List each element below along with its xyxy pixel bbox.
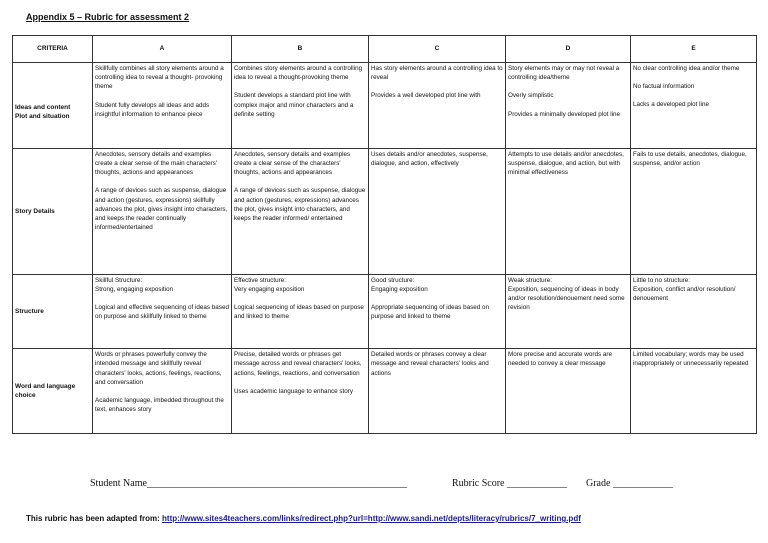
descriptor-text: Attempts to use details and/or anecdotes, suspense, dialogue, and action, but with minimal effectiveness	[508, 150, 624, 177]
level-b-cell	[232, 148, 369, 274]
descriptor-text: More precise and accurate words are needed to convey a clear message	[508, 351, 612, 368]
descriptor-text: Provides a minimally developed plot line	[508, 110, 621, 118]
criterion-cell: Word and language choice	[13, 349, 93, 434]
student-name-blank[interactable]: ____________________________________________________	[146, 478, 407, 489]
grade-label: Grade	[586, 478, 611, 489]
level-d-cell	[506, 274, 631, 349]
descriptor-text: Detailed words or phrases convey a clear message and reveal characters' looks and actions	[371, 351, 489, 377]
footer-citation	[26, 514, 581, 523]
page-title: Appendix 5 – Rubric for assessment 2	[26, 12, 190, 22]
level-c-cell	[369, 274, 506, 349]
descriptor-text: Fails to use details, anecdotes, dialogue, suspense, and/or action	[633, 150, 747, 168]
descriptor-text: Uses academic language to enhance story	[234, 387, 354, 395]
level-e-cell	[631, 274, 757, 349]
descriptor-text: Little to no structure: Exposition, conflict and/or resolution/ denouement	[633, 276, 736, 302]
header-d: D	[506, 36, 631, 63]
level-e-cell	[631, 148, 757, 274]
source-link[interactable]: http://www.sites4teachers.com/links/redirect.php?url=http://www.sandi.net/depts/literacy/rubrics/7_writing.pdf	[162, 514, 581, 523]
criterion-cell: Story Details	[13, 148, 93, 274]
descriptor-text: No factual information	[633, 83, 695, 91]
level-c-cell	[369, 148, 506, 274]
header-criteria: CRITERIA	[13, 36, 93, 63]
student-name-line	[90, 478, 407, 489]
descriptor-text: Precise, detailed words or phrases get message across and reveal characters' looks, actions, feelings, reactions, and conversation	[234, 351, 362, 377]
level-b-cell	[232, 63, 369, 149]
descriptor-text: Anecdotes, sensory details and examples create a clear sense of the main characters' thoughts, actions and appearances	[95, 150, 217, 177]
level-d-cell	[506, 63, 631, 149]
descriptor-text: Words or phrases powerfully convey the intended message and skillfully reveal characters' looks, actions, feelings, reactions, and conversation	[95, 351, 222, 386]
level-a-cell	[93, 274, 232, 349]
descriptor-text: Good structure: Engaging exposition	[371, 276, 428, 293]
descriptor-text: Uses details and/or anecdotes, suspense, dialogue, and action, effectively	[371, 150, 488, 168]
descriptor-text: Logical sequencing of ideas based on purpose and linked to theme	[234, 303, 364, 321]
criterion-cell: Ideas and content Plot and situation	[13, 63, 93, 149]
header-c: C	[369, 36, 506, 63]
descriptor-text: Skillful Structure: Strong, engaging exposition	[95, 276, 174, 293]
header-b: B	[232, 36, 369, 63]
descriptor-text: Overly simplistic	[508, 92, 554, 100]
level-e-cell	[631, 349, 757, 434]
level-a-cell	[93, 349, 232, 434]
rubric-row	[13, 63, 757, 149]
descriptor-text: Effective structure: Very engaging exposition	[234, 276, 305, 293]
level-b-cell	[232, 274, 369, 349]
level-a-cell	[93, 148, 232, 274]
level-c-cell	[369, 349, 506, 434]
rubric-score-label: Rubric Score	[452, 478, 505, 489]
level-e-cell	[631, 63, 757, 149]
descriptor-text: Logical and effective sequencing of ideas based on purpose and skillfully linked to theme	[95, 303, 229, 321]
rubric-row	[13, 148, 757, 274]
level-d-cell	[506, 148, 631, 274]
descriptor-text: Provides a well developed plot line with	[371, 92, 481, 100]
descriptor-text: Skillfully combines all story elements around a controlling idea to reveal a thought- provoking theme	[95, 65, 224, 91]
level-b-cell	[232, 349, 369, 434]
descriptor-text: Appropriate sequencing of ideas based on purpose and linked to theme	[371, 303, 489, 321]
level-d-cell	[506, 349, 631, 434]
descriptor-text: No clear controlling idea and/or theme	[633, 65, 740, 72]
rubric-row	[13, 274, 757, 349]
descriptor-text: Student fully develops all ideas and adds insightful information to enhance piece	[95, 101, 210, 118]
footer-label: This rubric has been adapted from:	[26, 514, 160, 523]
descriptor-text: A range of devices such as suspense, dialogue and action (gestures, expressions) skillfully advances the plot, gives insight into characters, and keeps the reader continually informed/entertained	[95, 187, 228, 232]
descriptor-text: Anecdotes, sensory details and examples create a clear sense of the characters' thoughts, actions and appearances	[234, 150, 351, 177]
rubric-score-blank[interactable]: ____________	[507, 478, 567, 489]
header-row	[13, 36, 757, 63]
header-a: A	[93, 36, 232, 63]
rubric-row	[13, 349, 757, 434]
level-c-cell	[369, 63, 506, 149]
descriptor-text: Story elements may or may not reveal a controlling idea/theme	[508, 65, 620, 82]
descriptor-text: Has story elements around a controlling idea to reveal	[371, 65, 503, 82]
student-name-label: Student Name	[90, 478, 147, 489]
descriptor-text: Combines story elements around a controlling idea to reveal a thought-provoking theme	[234, 65, 363, 82]
descriptor-text: A range of devices such as suspense, dialogue and action (gestures, expressions) advances the plot, gives insight into characters, and keeps the reader informed/ entertained	[234, 187, 366, 223]
rubric-table	[12, 35, 757, 434]
descriptor-text: Student develops a standard plot line with complex major and minor characters and a definite setting	[234, 92, 354, 118]
rubric-score-line	[452, 478, 567, 489]
descriptor-text: Lacks a developed plot line	[633, 101, 709, 109]
descriptor-text: Limited vocabulary; words may be used inappropriately or unnecessarily repeated	[633, 351, 749, 368]
descriptor-text: Academic language, imbedded throughout the text, enhances story	[95, 396, 224, 414]
descriptor-text: Weak structure: Exposition, sequencing of ideas in body and/or resolution/denouement need some revision	[508, 276, 625, 312]
grade-blank[interactable]: ____________	[612, 478, 673, 489]
grade-line	[586, 478, 673, 489]
criterion-cell: Structure	[13, 274, 93, 349]
header-e: E	[631, 36, 757, 63]
level-a-cell	[93, 63, 232, 149]
